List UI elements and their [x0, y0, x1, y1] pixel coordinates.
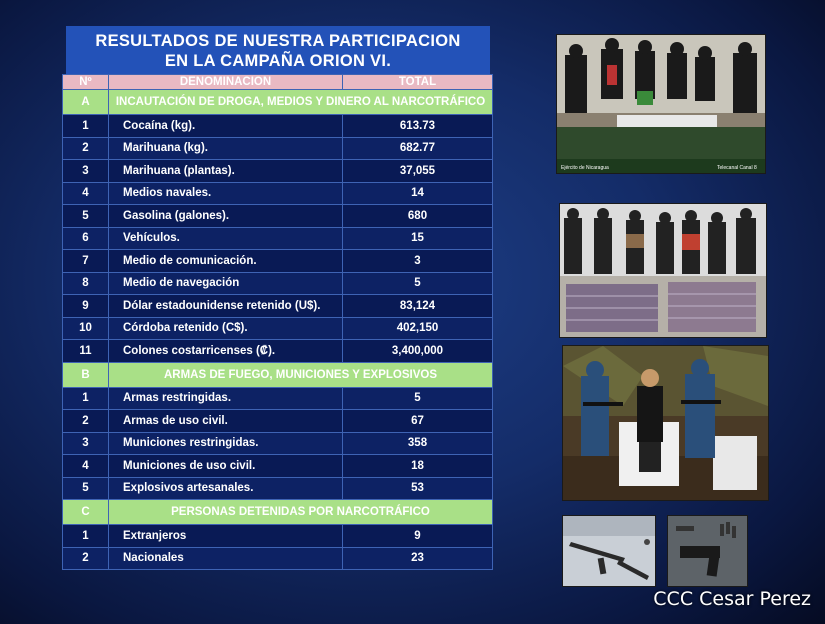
row-number: 1 — [63, 525, 109, 548]
photo-caption-right: Telecanal Canal 8 — [717, 165, 757, 171]
row-total: 3,400,000 — [343, 340, 493, 363]
results-table — [62, 74, 493, 570]
table-row — [63, 317, 493, 340]
row-number: 1 — [63, 115, 109, 138]
slide-title — [66, 26, 490, 74]
row-total: 9 — [343, 525, 493, 548]
row-description: Medio de comunicación. — [109, 250, 343, 273]
rifle-photo — [562, 515, 656, 587]
row-total: 3 — [343, 250, 493, 273]
photo-credit: CCC Cesar Perez — [653, 588, 811, 610]
row-description: Explosivos artesanales. — [109, 477, 343, 500]
section-letter: C — [63, 500, 109, 525]
row-total: 53 — [343, 477, 493, 500]
row-description: Medios navales. — [109, 182, 343, 205]
row-number: 8 — [63, 272, 109, 295]
table-row — [63, 410, 493, 433]
table-row — [63, 137, 493, 160]
title-line-2: EN LA CAMPAÑA ORION VI. — [164, 52, 392, 70]
row-total: 5 — [343, 387, 493, 410]
table-row — [63, 250, 493, 273]
jungle-detainee-photo — [562, 345, 769, 501]
row-number: 4 — [63, 455, 109, 478]
photo-caption-left: Ejército de Nicaragua — [561, 165, 609, 171]
row-number: 2 — [63, 547, 109, 570]
row-total: 14 — [343, 182, 493, 205]
row-number: 2 — [63, 137, 109, 160]
table-row — [63, 547, 493, 570]
table-row — [63, 340, 493, 363]
row-description: Marihuana (plantas). — [109, 160, 343, 183]
section-letter: A — [63, 90, 109, 115]
row-total: 83,124 — [343, 295, 493, 318]
row-description: Municiones restringidas. — [109, 432, 343, 455]
row-number: 5 — [63, 477, 109, 500]
table-row — [63, 525, 493, 548]
row-total: 680 — [343, 205, 493, 228]
row-number: 5 — [63, 205, 109, 228]
row-total: 15 — [343, 227, 493, 250]
table-row — [63, 227, 493, 250]
row-number: 9 — [63, 295, 109, 318]
section-row — [63, 90, 493, 115]
row-description: Municiones de uso civil. — [109, 455, 343, 478]
table-row — [63, 182, 493, 205]
row-total: 23 — [343, 547, 493, 570]
row-number: 10 — [63, 317, 109, 340]
row-number: 6 — [63, 227, 109, 250]
row-total: 402,150 — [343, 317, 493, 340]
row-description: Extranjeros — [109, 525, 343, 548]
table-row — [63, 295, 493, 318]
table-row — [63, 160, 493, 183]
table-row — [63, 455, 493, 478]
table-row — [63, 477, 493, 500]
column-header: Nº — [63, 75, 109, 90]
table-header-row — [63, 75, 493, 90]
row-description: Vehículos. — [109, 227, 343, 250]
row-description: Armas de uso civil. — [109, 410, 343, 433]
table-row — [63, 115, 493, 138]
row-description: Colones costarricenses (₡). — [109, 340, 343, 363]
row-number: 7 — [63, 250, 109, 273]
row-total: 5 — [343, 272, 493, 295]
section-letter: B — [63, 362, 109, 387]
section-row — [63, 362, 493, 387]
row-number: 4 — [63, 182, 109, 205]
row-description: Córdoba retenido (C$). — [109, 317, 343, 340]
row-description: Armas restringidas. — [109, 387, 343, 410]
section-row — [63, 500, 493, 525]
pistol-photo — [667, 515, 748, 587]
row-description: Dólar estadounidense retenido (U$). — [109, 295, 343, 318]
row-total: 67 — [343, 410, 493, 433]
row-description: Marihuana (kg). — [109, 137, 343, 160]
row-total: 18 — [343, 455, 493, 478]
table-row — [63, 432, 493, 455]
detainees-photo-1 — [556, 34, 766, 174]
row-number: 11 — [63, 340, 109, 363]
row-total: 37,055 — [343, 160, 493, 183]
table-row — [63, 272, 493, 295]
table-row — [63, 387, 493, 410]
table-row — [63, 205, 493, 228]
row-total: 682.77 — [343, 137, 493, 160]
row-number: 3 — [63, 432, 109, 455]
row-number: 2 — [63, 410, 109, 433]
section-title: PERSONAS DETENIDAS POR NARCOTRÁFICO — [109, 500, 493, 525]
column-header: DENOMINACION — [109, 75, 343, 90]
row-total: 613.73 — [343, 115, 493, 138]
title-line-1: RESULTADOS DE NUESTRA PARTICIPACION — [95, 32, 461, 50]
section-title: INCAUTACIÓN DE DROGA, MEDIOS Y DINERO AL NARCOTRÁFICO — [109, 90, 493, 115]
row-number: 1 — [63, 387, 109, 410]
row-number: 3 — [63, 160, 109, 183]
section-title: ARMAS DE FUEGO, MUNICIONES Y EXPLOSIVOS — [109, 362, 493, 387]
row-description: Nacionales — [109, 547, 343, 570]
row-description: Cocaína (kg). — [109, 115, 343, 138]
drug-packages-photo — [559, 203, 767, 338]
column-header: TOTAL — [343, 75, 493, 90]
row-description: Medio de navegación — [109, 272, 343, 295]
row-description: Gasolina (galones). — [109, 205, 343, 228]
row-total: 358 — [343, 432, 493, 455]
